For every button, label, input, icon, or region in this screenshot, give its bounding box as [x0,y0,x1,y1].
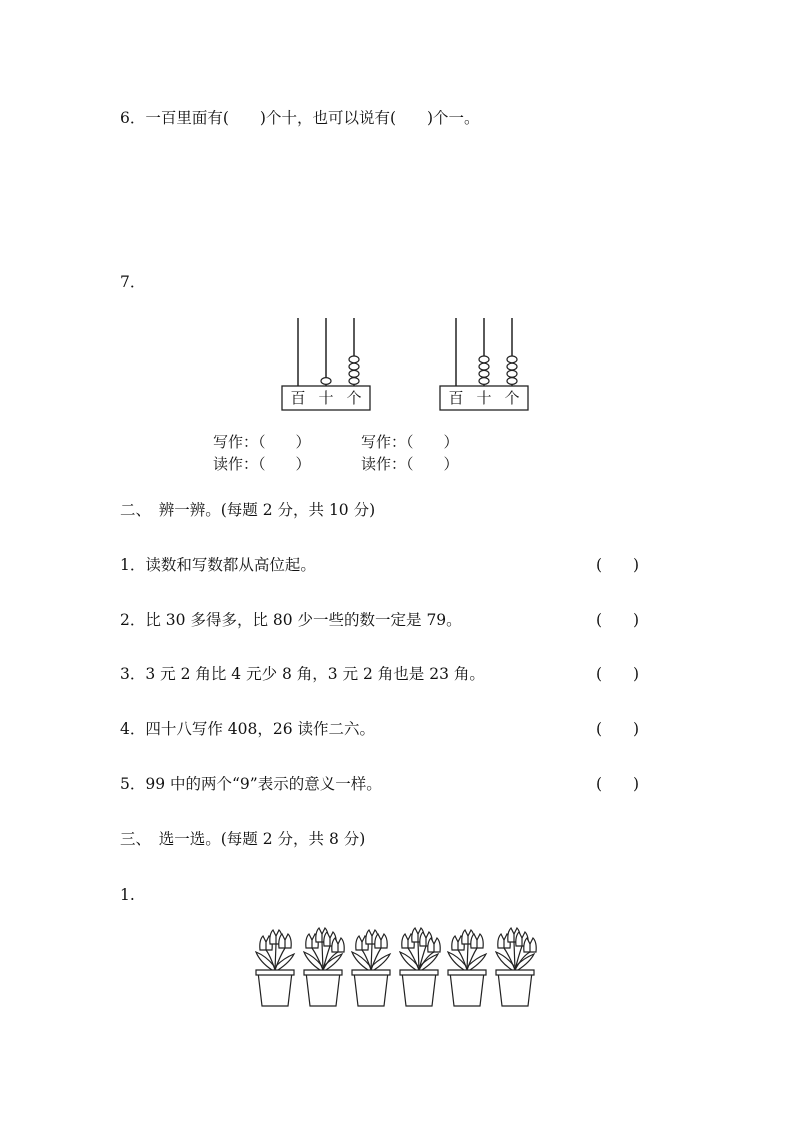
tulip-pot-icon [256,930,294,1006]
judge-answer-3[interactable]: ( ) [596,665,640,683]
write-label-left: 写作：（ ） [213,433,311,451]
abacus-left [280,318,372,412]
judge-answer-2[interactable]: ( ) [596,611,640,629]
section-3-question-1-number: 1. [120,886,135,904]
abacus-left-bead [349,378,359,385]
abacus-right-bead [479,363,489,370]
abacus-right [438,318,530,412]
tulip-pot-icon [496,928,536,1006]
judge-item-5: 5．99 中的两个“9”表示的意义一样。 [120,775,382,793]
write-label-right: 写作：（ ） [361,433,459,451]
read-label-left: 读作：（ ） [213,455,311,473]
abacus-left-bead [321,378,331,385]
tulip-pot-icon [304,928,344,1006]
abacus-left-place-label: 个 [346,389,362,407]
abacus-right-bead [507,356,517,363]
flower-pots [248,926,548,1014]
abacus-right-place-label: 十 [476,389,492,407]
abacus-right-bead [479,370,489,377]
abacus-left-bead [349,356,359,363]
abacus-right-bead [507,363,517,370]
question-6: 6．一百里面有( )个十，也可以说有( )个一。 [120,109,480,127]
judge-answer-5[interactable]: ( ) [596,775,640,793]
abacus-left-bead [349,370,359,377]
judge-answer-1[interactable]: ( ) [596,556,640,574]
section-3-title: 三、 选一选。(每题 2 分，共 8 分) [120,830,366,848]
judge-answer-4[interactable]: ( ) [596,720,640,738]
tulip-pot-icon [400,928,440,1006]
judge-item-3: 3．3 元 2 角比 4 元少 8 角，3 元 2 角也是 23 角。 [120,665,485,683]
question-7-number: 7． [120,273,146,291]
section-2-title: 二、 辨一辨。(每题 2 分，共 10 分) [120,501,376,519]
judge-item-2: 2．比 30 多得多，比 80 少一些的数一定是 79。 [120,611,462,629]
judge-item-4: 4．四十八写作 408，26 读作二六。 [120,720,376,738]
tulip-pot-icon [448,930,486,1006]
abacus-right-bead [507,378,517,385]
judge-item-1: 1．读数和写数都从高位起。 [120,556,316,574]
abacus-right-bead [507,370,517,377]
read-label-right: 读作：（ ） [361,455,459,473]
abacus-right-bead [479,356,489,363]
tulip-pot-icon [352,930,390,1006]
abacus-left-place-label: 百 [290,389,306,407]
abacus-left-place-label: 十 [318,389,334,407]
abacus-right-place-label: 个 [504,389,520,407]
abacus-left-bead [349,363,359,370]
abacus-right-bead [479,378,489,385]
abacus-right-place-label: 百 [448,389,464,407]
